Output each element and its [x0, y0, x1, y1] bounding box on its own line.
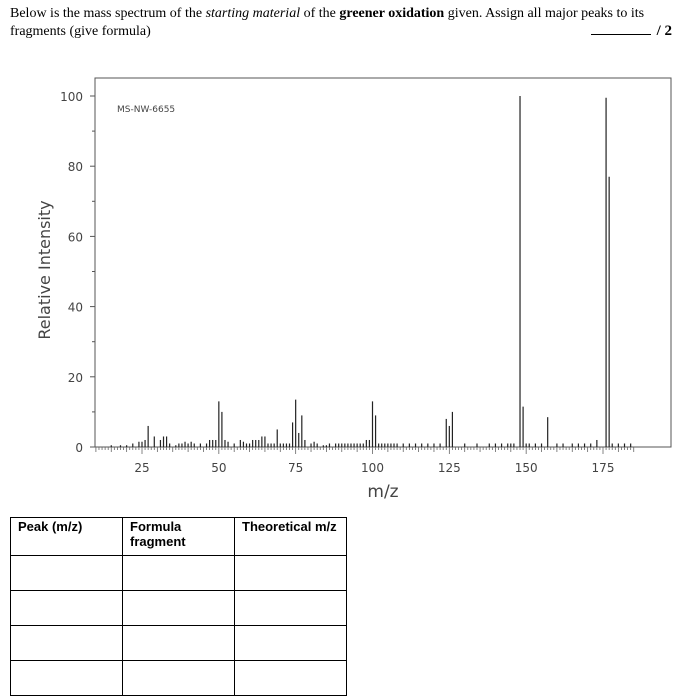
table-cell[interactable] — [11, 556, 123, 591]
y-tick-label: 0 — [75, 441, 83, 455]
table-cell[interactable] — [11, 591, 123, 626]
table-row — [11, 556, 347, 591]
peak-assignment-table — [10, 517, 347, 696]
table-cell[interactable] — [123, 556, 235, 591]
x-axis-label: m/z — [367, 482, 399, 502]
table-cell[interactable] — [235, 591, 347, 626]
table-cell[interactable] — [123, 591, 235, 626]
x-tick-label: 175 — [591, 461, 615, 475]
table-cell[interactable] — [235, 626, 347, 661]
header-formula: Formula fragment — [123, 518, 235, 556]
table-row — [11, 626, 347, 661]
question-pre: Below is the mass spectrum of the — [10, 6, 206, 21]
score-label: / 2 — [656, 23, 672, 39]
table-row — [11, 591, 347, 626]
y-tick-label: 40 — [67, 300, 83, 315]
x-tick-label: 50 — [211, 461, 227, 475]
question-post: given. Assign all major peaks to its fragments (give formula) — [10, 6, 645, 39]
y-tick-label: 100 — [60, 90, 83, 104]
table-cell[interactable] — [235, 556, 347, 591]
y-axis-label: Relative Intensity — [35, 200, 54, 340]
table-cell[interactable] — [235, 661, 347, 696]
header-theoretical: Theoretical m/z — [235, 518, 347, 556]
question-bold: greener oxidation — [339, 6, 445, 21]
x-tick-label: 125 — [437, 461, 461, 475]
header-peak: Peak (m/z) — [11, 518, 123, 556]
table-row — [11, 661, 347, 696]
x-tick-label: 150 — [514, 461, 538, 475]
x-tick-label: 100 — [361, 461, 384, 475]
x-tick-label: 25 — [134, 461, 150, 475]
table-cell[interactable] — [11, 661, 123, 696]
y-tick-label: 80 — [67, 160, 83, 175]
table-cell[interactable] — [11, 626, 123, 661]
y-tick-label: 20 — [67, 370, 83, 385]
table-cell[interactable] — [123, 661, 235, 696]
table-header-row — [11, 518, 347, 556]
question-mid: of the — [300, 6, 340, 21]
chart-annotation: MS-NW-6655 — [117, 105, 176, 115]
table-cell[interactable] — [123, 626, 235, 661]
plot-frame — [95, 78, 671, 447]
x-tick-label: 75 — [288, 461, 304, 475]
question-emphasis: starting material — [205, 6, 301, 21]
y-tick-label: 60 — [67, 230, 83, 245]
